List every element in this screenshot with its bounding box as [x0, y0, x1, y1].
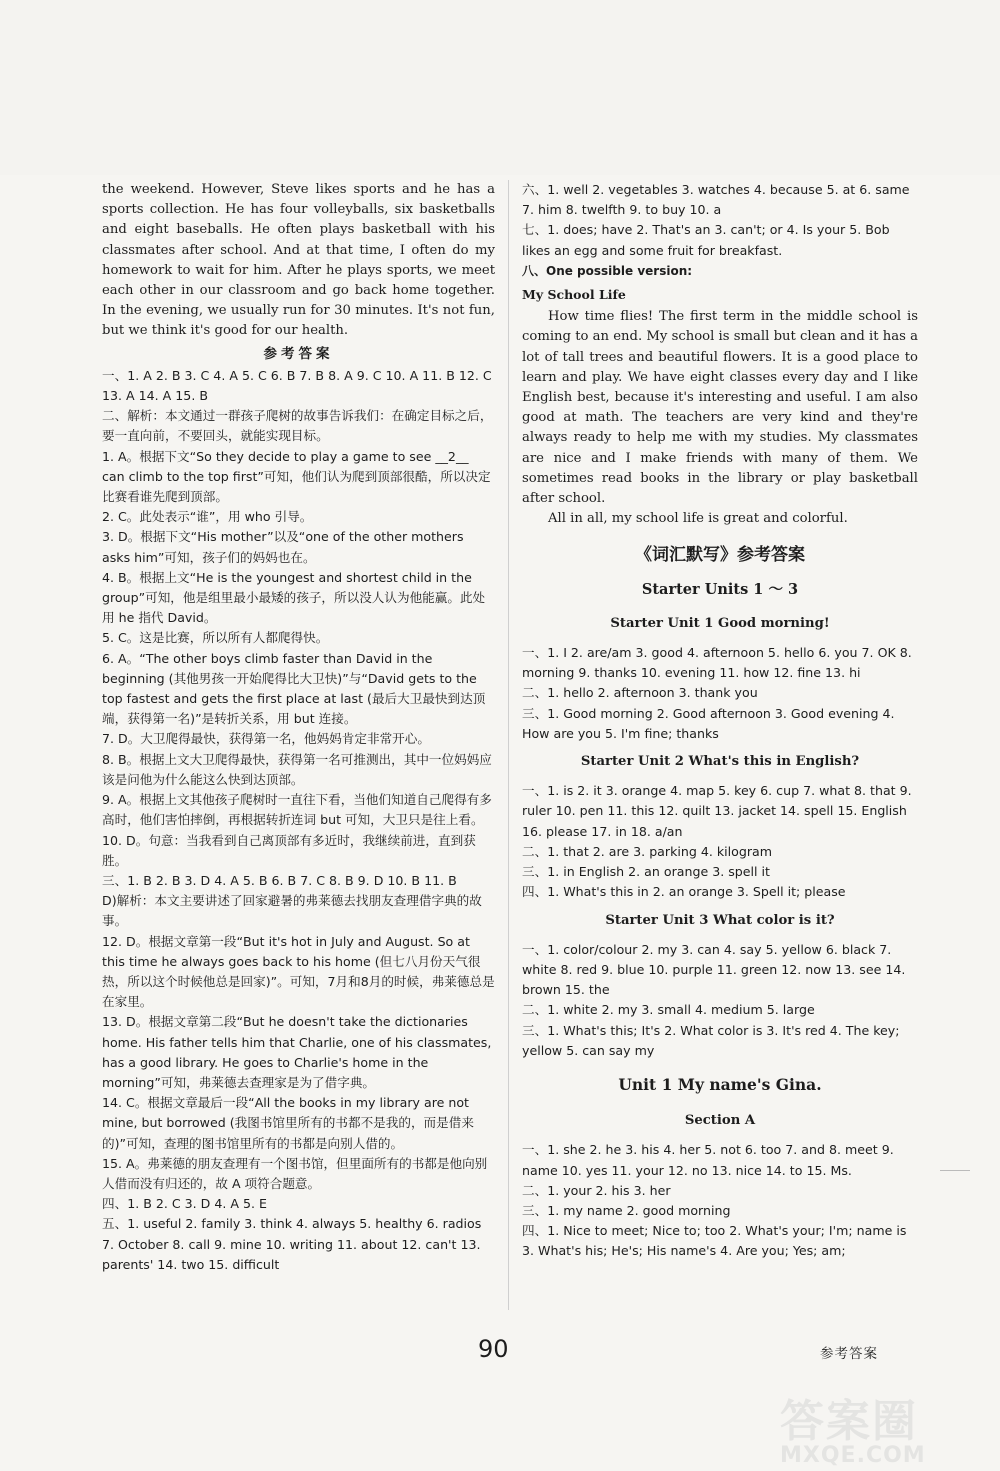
passage-text: the weekend. However, Steve likes sports and he has a sports collection. He has four volleyballs, six basketballs and eight baseballs. He often plays basketball with his classmates after school. And at that time, I often do my homework to wait for him. After he plays sports, we meet each other in our classroom and go back home together. In the evening, we usually run for 30 minutes. It's not fun, but we think it's good for our health.: [102, 182, 495, 339]
answer-item: 13. D。根据文章第二段“But he doesn't take the dictionaries home. His father tells him that Charlie, one of his classmates, has a good library. He goes to Charlie's home in the morning”可知，弗莱德去查理家是为了借字典。: [102, 1014, 492, 1090]
starter-unit-1-title: Starter Unit 1 Good morning!: [610, 615, 830, 631]
answer-item: 三、1. my name 2. good morning: [522, 1202, 731, 1218]
answer-item: 六、1. well 2. vegetables 3. watches 4. because 5. at 6. same 7. him 8. twelfth 9. to buy 10. a: [522, 182, 910, 218]
watermark-top: 答案圈: [780, 1396, 918, 1447]
starter-unit-2-title: Starter Unit 2 What's this in English?: [580, 754, 860, 770]
starter-unit-3-title: Starter Unit 3 What color is it?: [605, 912, 835, 928]
answer-item: 15. A。弗莱德的朋友查理有一个图书馆，但里面所有的书都是他向别人借而没有归还的，故 A 项符合题意。: [102, 1155, 488, 1191]
answer-item: D)解析：本文主要讲述了回家避暑的弗莱德去找朋友查理借字典的故事。: [102, 893, 482, 929]
answer-item: 10. D。句意：当我看到自己离顶部有多近时，我继续前进，直到获胜。: [102, 832, 476, 868]
answer-item: 四、1. Nice to meet; Nice to; too 2. What's your; I'm; name is 3. What's his; He's; His name's 4. Are you; Yes; am;: [522, 1223, 907, 1259]
answer-item: 二、1. your 2. his 3. her: [522, 1182, 671, 1198]
answer-heading: 参考答案: [263, 345, 334, 362]
answer-item: 1. A。根据下文“So they decide to play a game to see __2__ can climb to the top first”可知，他们认为爬到顶部很酷，所以决定比赛看谁先爬到顶部。: [102, 448, 491, 505]
answer-item: 8. B。根据上文大卫爬得最快，获得第一名可推测出，其中一位妈妈应该是问他为什么能这么快到达顶部。: [102, 751, 492, 787]
answer-item: 三、1. Good morning 2. Good afternoon 3. Good evening 4. How are you 5. I'm fine; thanks: [522, 705, 895, 741]
answer-item: 12. D。根据文章第一段“But it's hot in July and August. So at this time he always goes back to his home (但七八月份天气很热，所以这个时候他总是回家)”。可知，7月和8月的时候，弗莱德总是在家里。: [102, 933, 495, 1010]
section-a-title: Section A: [684, 1113, 756, 1129]
essay-paragraph: All in all, my school life is great and colorful.: [548, 511, 848, 527]
left-column: [102, 180, 495, 1275]
answer-item: 一、1. color/colour 2. my 3. can 4. say 5. yellow 6. black 7. white 8. red 9. blue 10. purple 11. green 12. now 13. see 14. brown 15. the: [522, 941, 906, 998]
answer-item: 八、One possible version:: [522, 263, 693, 278]
essay-paragraph: How time flies! The first term in the middle school is coming to an end. My school is small but clean and it has a lot of tall trees and beautiful flowers. It is a good place to learn and play. We have eight classes every day and I like English best, because it's interesting and useful. I am also good at math. The teachers are very kind and they're always ready to help me with my studies. My classmates are nice and I make friends with many of them. We sometimes read books in the library or play basketball after school.: [522, 309, 918, 507]
section-rule: [940, 1170, 970, 1171]
answer-item: 一、1. she 2. he 3. his 4. her 5. not 6. too 7. and 8. meet 9. name 10. yes 11. your 12. no 13. nice 14. to 15. Ms.: [522, 1142, 894, 1178]
answer-item: 7. D。大卫爬得最快，获得第一名，他妈妈肯定非常开心。: [102, 731, 430, 747]
answer-item: 4. B。根据上文“He is the youngest and shortest child in the group”可知，他是组里最小最矮的孩子，所以没人认为他能赢。此处用 he 指代 David。: [102, 569, 486, 626]
answer-item: 四、1. What's this in 2. an orange 3. Spell it; please: [522, 884, 846, 900]
answer-item: 二、1. white 2. my 3. small 4. medium 5. large: [522, 1002, 815, 1018]
answer-item: 一、1. is 2. it 3. orange 4. map 5. key 6. cup 7. what 8. that 9. ruler 10. pen 11. this 12. quilt 13. jacket 14. spell 15. English 16. please 17. in 18. a/an: [522, 783, 912, 839]
answer-item: 四、1. B 2. C 3. D 4. A 5. E: [102, 1196, 267, 1212]
answer-item: 二、1. that 2. are 3. parking 4. kilogram: [522, 843, 773, 859]
answer-item: 2. C。此处表示“谁”，用 who 引导。: [102, 509, 313, 525]
answer-item: 一、1. A 2. B 3. C 4. A 5. C 6. B 7. B 8. A 9. C 10. A 11. B 12. C 13. A 14. A 15. B: [102, 367, 492, 404]
essay-title: My School Life: [522, 287, 626, 303]
column-divider: [508, 180, 509, 1310]
page-top-blank: [0, 0, 1000, 175]
unit-1-title: Unit 1 My name's Gina.: [618, 1074, 822, 1094]
right-column: [522, 180, 918, 1262]
answer-item: 6. A。“The other boys climb faster than David in the beginning (其他男孩一开始爬得比大卫快)”与“David gets to the top fastest and gets the first place at last (最后大卫最快到达顶端，获得第一名)”是转折关系，用 but 连接。: [102, 650, 486, 727]
starter-units-title: Starter Units 1 ～ 3: [641, 580, 799, 598]
answer-item: 二、解析：本文通过一群孩子爬树的故事告诉我们：在确定目标之后，要一直向前，不要回头，就能实现目标。: [102, 408, 493, 444]
answer-item: 三、1. B 2. B 3. D 4. A 5. B 6. B 7. C 8. B 9. D 10. B 11. B: [102, 872, 457, 888]
answer-item: 二、1. hello 2. afternoon 3. thank you: [522, 685, 758, 701]
answer-item: 5. C。这是比赛，所以所有人都爬得快。: [102, 630, 329, 646]
page-number: 90: [478, 1335, 509, 1363]
section-title: 《词汇默写》参考答案: [635, 545, 805, 566]
answer-item: 9. A。根据上文其他孩子爬树时一直往下看，当他们知道自己爬得有多高时，他们害怕摔倒，再根据转折连词 but 可知，大卫只是往上看。: [102, 792, 492, 828]
answer-item: 三、1. What's this; It's 2. What color is 3. It's red 4. The key; yellow 5. can say my: [522, 1022, 900, 1058]
watermark-logo: [780, 1385, 980, 1468]
answer-item: 3. D。根据下文“His mother”以及“one of the other mothers asks him”可知，孩子们的妈妈也在。: [102, 529, 464, 565]
answer-item: 七、1. does; have 2. That's an 3. can't; or 4. Is your 5. Bob likes an egg and some fruit for breakfast.: [522, 222, 890, 258]
footer-label: 参考答案: [820, 1346, 878, 1362]
answer-item: 五、1. useful 2. family 3. think 4. always 5. healthy 6. radios 7. October 8. call 9. mine 10. writing 11. about 12. can't 13. parents' 14. two 15. difficult: [102, 1216, 482, 1272]
answer-item: 14. C。根据文章最后一段“All the books in my library are not mine, but borrowed (我图书馆里所有的书都不是我的，而是借来的)”可知，查理的图书馆里所有的书都是向别人借的。: [102, 1095, 474, 1151]
answer-item: 一、1. I 2. are/am 3. good 4. afternoon 5. hello 6. you 7. OK 8. morning 9. thanks 10. evening 11. how 12. fine 13. hi: [522, 645, 912, 681]
essay: [522, 285, 918, 529]
watermark-bottom: MXQE.COM: [780, 1443, 926, 1468]
answer-item: 三、1. in English 2. an orange 3. spell it: [522, 864, 770, 880]
